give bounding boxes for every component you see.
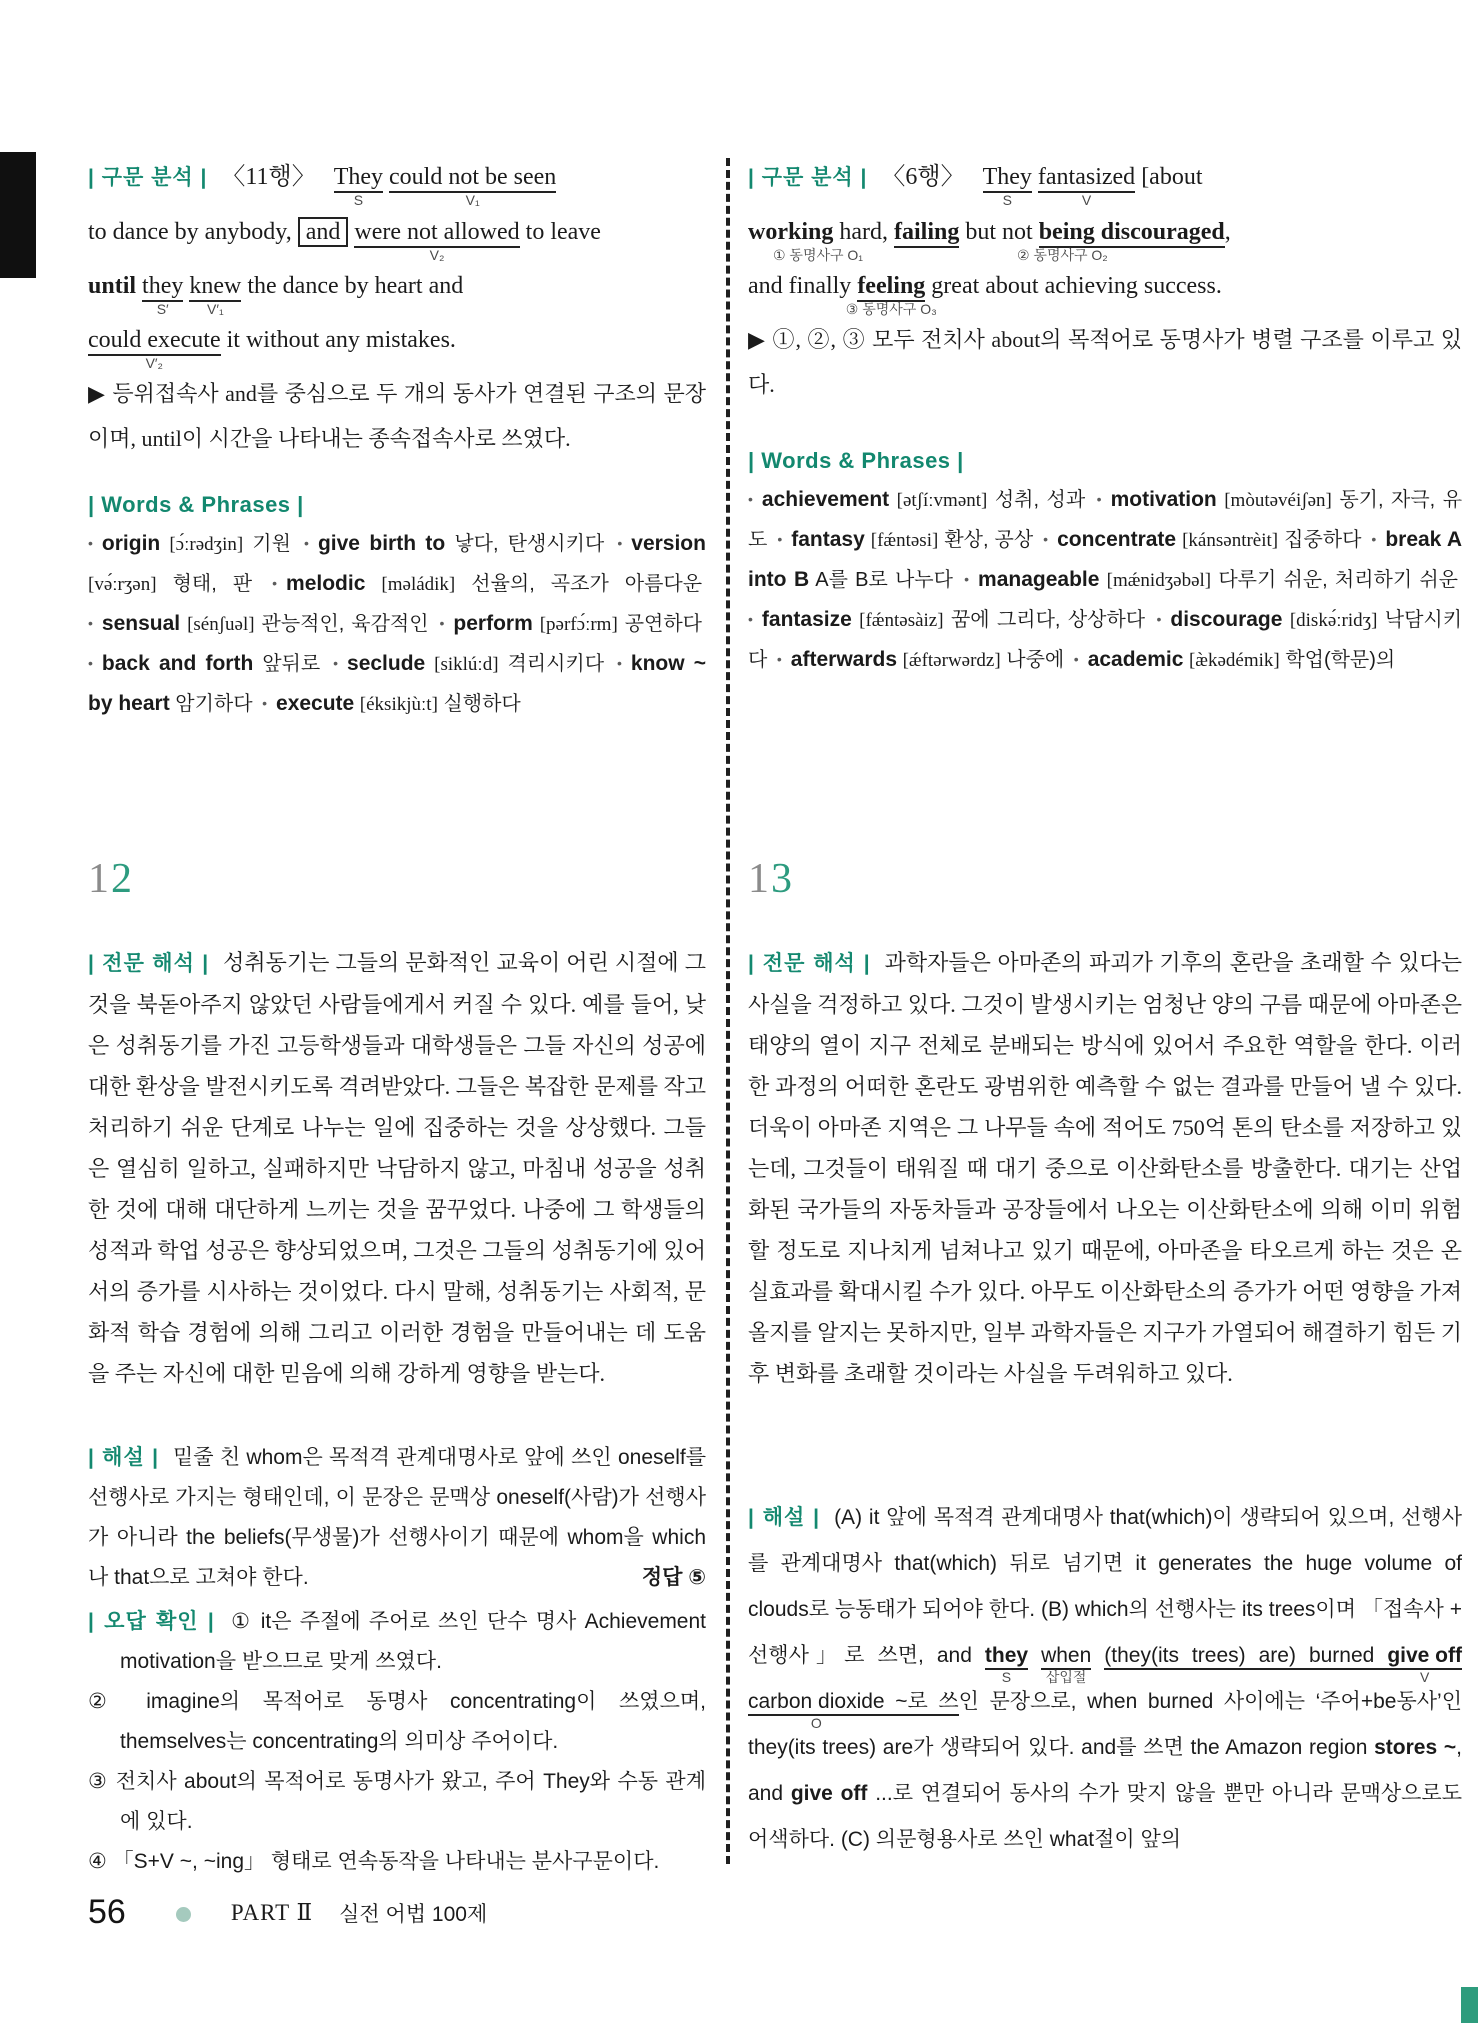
bullet-icon: • [88,535,93,551]
segment-text: to dance by anybody, [88,219,292,245]
word: discourage [1170,608,1283,631]
segment-label: V₁ [465,191,480,208]
underlined-text: ~로 쓰 [885,1690,959,1716]
word-entry [964,569,1458,591]
wrong-item-text: ① it은 주절에 주어로 쓰인 단수 명사 Achievement motivation을 받으므로 맞게 쓰였다. [120,1610,706,1673]
meaning: 기원 [252,533,291,555]
bullet-icon: • [88,615,93,631]
translation-text: 과학자들은 아마존의 파괴가 기후의 혼란을 초래할 수 있다는 사실을 걱정하고 있다. 그것이 발생시키는 엄청난 양의 구름 때문에 아마존은 태양의 열이 지구 전체로 분배되는 방식에 있어서 주요한 역할을 한다. 이러한 과정의 어떠한 혼란도 광범위한 예측할 수 없는 결과를 만들어 낼 수 있다. 더욱이 아마존 지역은 그 나무들 속에 적어도 750억 톤의 탄소를 저장하고 있는데, 그것들이 태워질 때 대기 중으로 이산화탄소를 방출한다. 대기는 산업화된 국가들의 자동차들과 공장들에서 나오는 이산화탄소에 의해 이미 위험할 정도로 지나치게 넘쳐나고 있기 때문에, 아마존을 타오르게 하는 것은 온실효과를 확대시킬 수가 있다. 아무도 이산화탄소의 증가가 어떤 영향을 가져올지를 알지는 못하지만, 일부 과학자들은 지구가 가열되어 해결하기 힘든 기후 변화를 초래할 것이라는 사실을 두려워하고 있다. [748,950,1462,1386]
diagram-segment: could execute V′₂ [88,327,221,371]
bullet-icon: • [748,491,753,507]
word: academic [1087,648,1184,671]
meaning: A를 B로 나누다 [815,569,953,591]
bullet-icon: • [1371,531,1377,547]
word-entry [304,533,604,555]
meaning: 선율의, 곡조가 아름다운 [471,573,703,595]
word: seclude [347,652,426,675]
word-entry [748,489,1085,511]
bullet-icon: • [617,655,622,671]
translation-text: 성취동기는 그들의 문화적인 교육이 어린 시절에 그것을 북돋아주지 않았던 사람들에게서 커질 수 있다. 예를 들어, 낮은 성취동기를 가진 고등학생들과 대학생들은 그들 자신의 성공에 대한 환상을 발전시키도록 격려받았다. 그들은 복잡한 문제를 작고 처리하기 쉬운 단계로 나누는 일에 집중하는 것을 상상했다. 그들은 열심히 일하고, 실패하지만 낙담하지 않고, 마침내 성공을 성취한 것에 대해 대단하게 느끼는 것을 꿈꾸었다. 나중에 그 학생들의 성적과 학업 성공은 향상되었으며, 그것은 그들의 성취동기에 있어서의 증가를 시사하는 것이었다. 다시 말해, 성취동기는 사회적, 문화적 학습 경험에 의해 그리고 이러한 경험을 만들어내는 데 도움을 주는 자신에 대한 믿음에 의해 강하게 영향을 받는다. [88,950,706,1386]
inline-diagram-segment: carbon dioxide O [748,1690,885,1731]
diagram-segment-group: working hard, ① 동명사구 O₁ [748,219,889,263]
word: execute [276,692,355,715]
segment-label: ② 동명사구 O₂ [1016,246,1108,263]
syntax-note: ▶ 등위접속사 and를 중심으로 두 개의 동사가 연결된 구조의 문장이며, until이 시간을 나타내는 종속접속사로 쓰였다. [88,381,706,451]
segment-text: and finally [748,273,852,299]
pronunciation: [və́ːrʒən] [88,574,157,595]
translation-header: | 전문 해석 | [88,952,210,975]
word-entry [88,613,429,635]
bullet-icon: • [88,655,93,671]
pronunciation: [æ̀kədémik] [1188,650,1280,671]
word: afterwards [790,648,898,671]
pronunciation: [mǽnidʒəbəl] [1106,570,1212,591]
meaning: 동기, 자극, 유도 [748,489,1463,551]
syntax-note: ▶ ①, ②, ③ 모두 전치사 about의 목적어로 동명사가 병렬 구조를 이루고 있다. [748,327,1462,397]
segment-text: [about [1141,164,1203,190]
section-digit: 3 [771,856,794,902]
explanation-12 [88,1438,706,1598]
section-number-13 [748,858,1462,900]
explanation-text: 밑줄 친 whom은 목적격 관계대명사로 앞에 쓰인 oneself를 선행사로 가지는 형태인데, 이 문장은 문맥상 oneself(사람)가 선행사가 아니라 the beliefs(무생물)가 선행사이기 때문에 whom을 which나 that으로 고쳐야 한다. [88,1446,706,1589]
wrong-item: ③ 전치사 about의 목적어로 동명사가 왔고, 주어 They와 수동 관계에 있다. [88,1770,706,1833]
word: melodic [286,572,366,595]
line-ref: 〈11행〉 [221,164,316,190]
words-phrases-left [88,492,706,724]
wrong-item: ② imagine의 목적어로 동명사 concentrating이 쓰였으며, themselves는 concentrating의 의미상 주어이다. [88,1690,706,1753]
footer-title: 실전 어법 100제 [339,1902,488,1926]
words-phrases-list [748,480,1462,680]
wrong-item: ④ 「S+V ~, ~ing」 형태로 연속동작을 나타내는 분사구문이다. [88,1850,660,1873]
word-entry [748,609,1145,631]
word: back and forth [101,652,254,675]
explanation-text: 인 문장으로, when burned 사이에는 ‘주어+be동사’인 they(its trees) are가 생략되어 있다. and를 쓰면 the Amazon region [748,1690,1462,1759]
explanation-paragraph [748,1495,1462,1863]
pronunciation: [pərfɔ́ːrm] [539,614,618,635]
translation-13 [748,942,1462,1394]
meaning: 집중하다 [1284,529,1362,551]
pronunciation: [diskə́ːridʒ] [1289,610,1378,631]
section-number-12 [88,858,706,900]
segment-label: S [1001,1668,1012,1685]
explanation-13 [748,1495,1462,1863]
wrong-header: | 오답 확인 | [88,1610,215,1633]
segment-label: V [1419,1668,1430,1685]
word: achievement [761,488,890,511]
explanation-text: ...로 연결되어 동사의 수가 맞지 않을 뿐만 아니라 문맥상으로도 어색하다. (C) 의문형용사로 쓰인 what절이 앞의 [748,1782,1462,1851]
meaning: 낙담시키다 [748,609,1463,671]
word-entry [777,529,1033,551]
meaning: 학업(학문)의 [1285,649,1396,671]
segment-text: it without any mistakes. [226,327,456,353]
meaning: 격리시키다 [507,653,605,675]
word: motivation [1110,488,1217,511]
boxed-conjunction: and [298,217,349,247]
word-entry [88,653,320,675]
pronunciation: [ɔ́ːrədʒin] [169,534,244,555]
inline-diagram-segment: when 삽입절 [1041,1644,1092,1685]
meaning: 다루기 쉬운, 처리하기 쉬운 [1218,569,1458,591]
meaning: 꿈에 그리다, 상상하다 [950,609,1146,631]
syntax-sentence [88,150,706,371]
meaning: 실행하다 [443,693,521,715]
word-entry [1074,649,1395,671]
word: perform [453,612,533,635]
bullet-icon: • [1043,531,1049,547]
meaning: 환상, 공상 [944,529,1034,551]
diagram-segment-group: feeling ③ 동명사구 O₃ [845,273,937,317]
word-entry [272,573,702,595]
segment-label: V₂ [429,246,445,263]
segment-text-bold: until [88,273,137,299]
underlined-text: (they(its trees) are) burned [1104,1644,1387,1670]
translation-paragraph [88,942,706,1394]
segment-text: great about achieving success. [931,273,1222,299]
words-phrases-header: | Words & Phrases | [88,492,304,517]
pronunciation: [fǽntəsi] [870,530,939,551]
section-digit: 2 [111,856,134,902]
meaning: 형태, 판 [172,573,253,595]
segment-label: O [810,1714,822,1731]
segment-label: ③ 동명사구 O₃ [845,300,937,317]
diagram-segment-group: failing but not being discouraged, ② 동명사구 O₂ [894,219,1231,263]
page-edge-tab [0,152,36,278]
word: concentrate [1057,528,1177,551]
section-digit: 1 [748,856,771,902]
diagram-segment: could not be seen V₁ [389,164,557,208]
segment-label: V′₁ [207,300,224,317]
meaning: 암기하다 [175,693,253,715]
explanation-text: , and [748,1736,1462,1805]
word: fantasy [791,528,865,551]
answer-badge: 정답 ⑤ [641,1566,706,1589]
meaning: 공연하다 [624,613,702,635]
bullet-icon: • [776,651,782,667]
word: version [631,532,706,555]
inline-diagram-segment: they S [984,1644,1029,1685]
segment-label: S [1002,191,1012,208]
word: know ~ by heart [88,652,707,715]
inline-diagram-segment: give off V [1387,1644,1462,1685]
bold-term: give off [790,1782,868,1805]
bullet-icon: • [964,571,970,587]
explanation-paragraph [88,1438,706,1598]
bullet-icon: • [1096,491,1102,507]
segment-text: to leave [525,219,601,245]
bullet-icon: • [333,655,339,671]
section-digit: 1 [88,856,111,902]
words-phrases-header: | Words & Phrases | [748,448,964,473]
word-entry [88,533,291,555]
word: give birth to [317,532,446,555]
bullet-icon: • [748,611,753,627]
words-phrases-right [748,448,1462,680]
segment-label: S′ [156,300,169,317]
explanation-header: | 해설 | [88,1446,159,1469]
wrong-answer-check [88,1602,706,1882]
words-phrases-list [88,524,706,724]
page-footer [88,1893,487,1932]
bullet-icon: • [1073,651,1079,667]
syntax-analysis-6 [748,150,1462,407]
word-entry [333,653,604,675]
bullet-icon: • [777,531,783,547]
pronunciation: [məládik] [381,574,456,595]
word-entry [440,613,702,635]
pronunciation: [éksikjùːt] [359,694,438,715]
meaning: 관능적인, 육감적인 [261,613,429,635]
wrong-item [88,1602,706,1682]
diagram-segment: fantasized V [1037,164,1136,208]
meaning: 앞뒤로 [262,653,321,675]
word: manageable [978,568,1100,591]
segment-label: ① 동명사구 O₁ [772,246,864,263]
diagram-segment: knew V′₁ [189,273,242,317]
syntax-header: | 구문 분석 | [748,166,868,189]
bold-term: stores ~ [1374,1736,1457,1759]
explanation-header: | 해설 | [748,1506,821,1529]
word: fantasize [761,608,852,631]
segment-label: 삽입절 [1045,1668,1087,1685]
syntax-sentence [748,150,1462,317]
diagram-segment: They S [333,164,384,208]
pronunciation: [fǽntəsàiz] [859,610,944,631]
pronunciation: [ətʃíːvmənt] [896,490,988,511]
pronunciation: [sénʃuəl] [187,614,255,635]
word-entry [262,693,521,715]
bullet-icon: • [617,535,623,551]
translation-paragraph [748,942,1462,1394]
column-divider [726,158,730,1864]
bullet-icon: • [272,575,278,591]
word: break A into B [748,528,1463,591]
word-entry [1043,529,1361,551]
meaning: 나중에 [1006,649,1065,671]
pronunciation: [kánsəntrèit] [1182,530,1279,551]
meaning: 성취, 성과 [994,489,1086,511]
pronunciation: [mòutəvéiʃən] [1224,490,1332,511]
bullet-icon: • [304,535,309,551]
footer-part-label: PART Ⅱ [230,1899,314,1925]
segment-label: V′₂ [145,354,163,371]
syntax-header: | 구문 분석 | [88,166,208,189]
segment-text: the dance by heart and [247,273,464,299]
bullet-icon: • [1156,611,1162,627]
word-entry [777,649,1064,671]
explanation-text: (A) it 앞에 목적격 관계대명사 that(which)이 생략되어 있으며, 선행사를 관계대명사 that(which) 뒤로 넘기면 it generates the huge volume of clouds로 능동태가 되어야 한다. (B) which의 선행사는 its trees이며 「접속사 + 선행사」로 쓰면, and [748,1506,1462,1667]
bullet-icon: • [262,695,268,711]
translation-header: | 전문 해석 | [748,952,871,975]
syntax-analysis-11 [88,150,706,461]
footer-dot-icon [176,1907,191,1922]
segment-label: S [353,191,364,208]
line-ref: 〈6행〉 [881,164,965,190]
segment-label: V [1081,191,1092,208]
corner-accent-mark [1461,1987,1478,2023]
word: origin [101,532,161,555]
diagram-segment: They S [982,164,1032,208]
pronunciation: [ǽftərwərdz] [902,650,1001,671]
page-number: 56 [88,1893,126,1931]
pronunciation: [siklúːd] [434,654,499,675]
meaning: 낳다, 탄생시키다 [454,533,605,555]
translation-12 [88,942,706,1394]
diagram-segment: were not allowed V₂ [354,219,520,263]
diagram-segment: they S′ [142,273,184,317]
word: sensual [101,612,181,635]
bullet-icon: • [439,615,445,631]
